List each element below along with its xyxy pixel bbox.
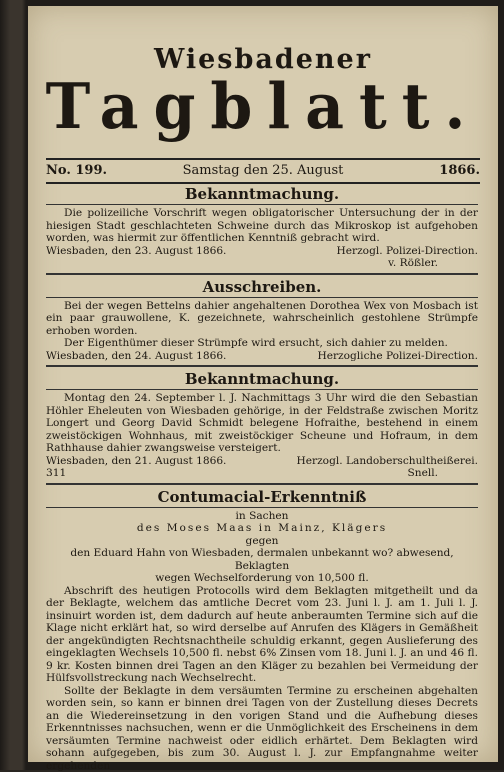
notice-text: Bei der wegen Bettelns dahier angehaltenen Dorothea Wex von Mosbach ist ein paar grauwollene, K. gezeichnete, wahrscheinlich gestohlene Strümpfe erhoben worden. [46,300,478,338]
contumacial-line: wegen Wechselforderung von 10,500 fl. [46,572,478,585]
notice-place-date: Wiesbaden, den 24. August 1866. [46,350,226,363]
masthead [28,6,498,146]
contumacial-line: in Sachen [46,510,478,523]
notice-text: Die polizeiliche Vorschrift wegen obligatorischer Untersuchung der in der hiesigen Stadt geschlachteten Schweine durch das Mikroskop ist aufgehoben worden, was hiermit zur öffentlichen Kenntniß gebracht wird. [46,207,478,245]
contumacial-heading: Contumacial-Erkenntniß [46,487,478,508]
notice-authority: Herzogl. Landoberschultheißerei. [297,455,478,468]
divider [46,365,478,367]
notice-number: 311 [46,467,86,480]
notice-text-2: Der Eigenthümer dieser Strümpfe wird ersucht, sich dahier zu melden. [46,337,478,350]
notice-3 [46,369,478,480]
notice-heading: Bekanntmachung. [46,184,478,205]
notice-heading: Bekanntmachung. [46,369,478,390]
issue-number: No. 199. [46,160,107,181]
notice-2 [46,277,478,363]
contumacial-line: gegen [46,535,478,548]
notice-place-date: Wiesbaden, den 21. August 1866. [46,455,226,468]
newspaper-page [28,6,498,762]
issue-date: Samstag den 25. August [46,160,480,181]
masthead-subtitle: Wiesbadener [28,44,498,75]
issue-line [46,158,480,184]
notice-1 [46,184,478,270]
notice-authority: Herzogliche Polizei-Direction. [317,350,478,363]
notice-text: Montag den 24. September l. J. Nachmittags 3 Uhr wird die den Sebastian Höhler Eheleuten von Wiesbaden gehörige, in der Feldstraße zwischen Moritz Longert und Georg David Schmidt belegene Hofraithe, bestehend in einem zweistöckigen Wohnhaus, mit zweistöckiger Scheune und Hofraum, in dem Rathhause dahier zwangsweise versteigert. [46,392,478,455]
notice-signature: Snell. [408,467,479,480]
notice-authority: Herzogl. Polizei-Direction. [337,245,478,258]
notice-heading: Ausschreiben. [46,277,478,298]
divider [46,483,478,485]
notice-sign-row [46,245,478,258]
page-content [46,184,478,772]
notice-number-row [46,467,478,480]
contumacial-line: Beklagten [46,560,478,573]
notice-signature: v. Rößler. [46,257,478,270]
contumacial-line: des Moses Maas in Mainz, Klägers [46,522,478,535]
contumacial-notice [46,487,478,772]
notice-place-date: Wiesbaden, den 23. August 1866. [46,245,226,258]
issue-year: 1866. [439,160,480,181]
divider [46,273,478,275]
notice-sign-row [46,350,478,363]
contumacial-paragraph: Sollte der Beklagte in dem versäumten Termine zu erscheinen abgehalten worden sein, so kann er binnen drei Tagen von der Zustellung dieses Decrets an die Wiedereinsetzung in den vorigen Stand und die Aufhebung dieses Erkenntnisses nachsuchen, wenn er die Unmöglichkeit des Erscheinens in dem versäumten Termine nachweist oder eidlich erhärtet. Dem Beklagten wird sohann aufgegeben, bis zum 30. August l. J. zur Empfangnahme weiter ergehenden [46,685,478,772]
notice-sign-row [46,455,478,468]
contumacial-paragraph: Abschrift des heutigen Protocolls wird dem Beklagten mitgetheilt und da der Beklagte, welchem das amtliche Decret vom 23. Juni l. J. am 1. Juli l. J. insinuirt worden ist, dem dadurch auf heute anberaumten Termine sich auf die Klage nicht erklärt hat, so wird derselbe auf Anrufen des Klägers in Gemäßheit der angekündigten Rechtsnachtheile schuldig erkannt, gegen Auslieferung des eingeklagten Wechsels 10,500 fl. nebst 6% Zinsen vom 18. Juni l. J. an und 46 fl. 9 kr. Kosten binnen drei Tagen an den Kläger zu bezahlen bei Vermeidung der Hülfsvollstreckung nach Wechselrecht. [46,585,478,685]
contumacial-line: den Eduard Hahn von Wiesbaden, dermalen unbekannt wo? abwesend, [46,547,478,560]
masthead-title: Tagblatt. [28,70,498,144]
